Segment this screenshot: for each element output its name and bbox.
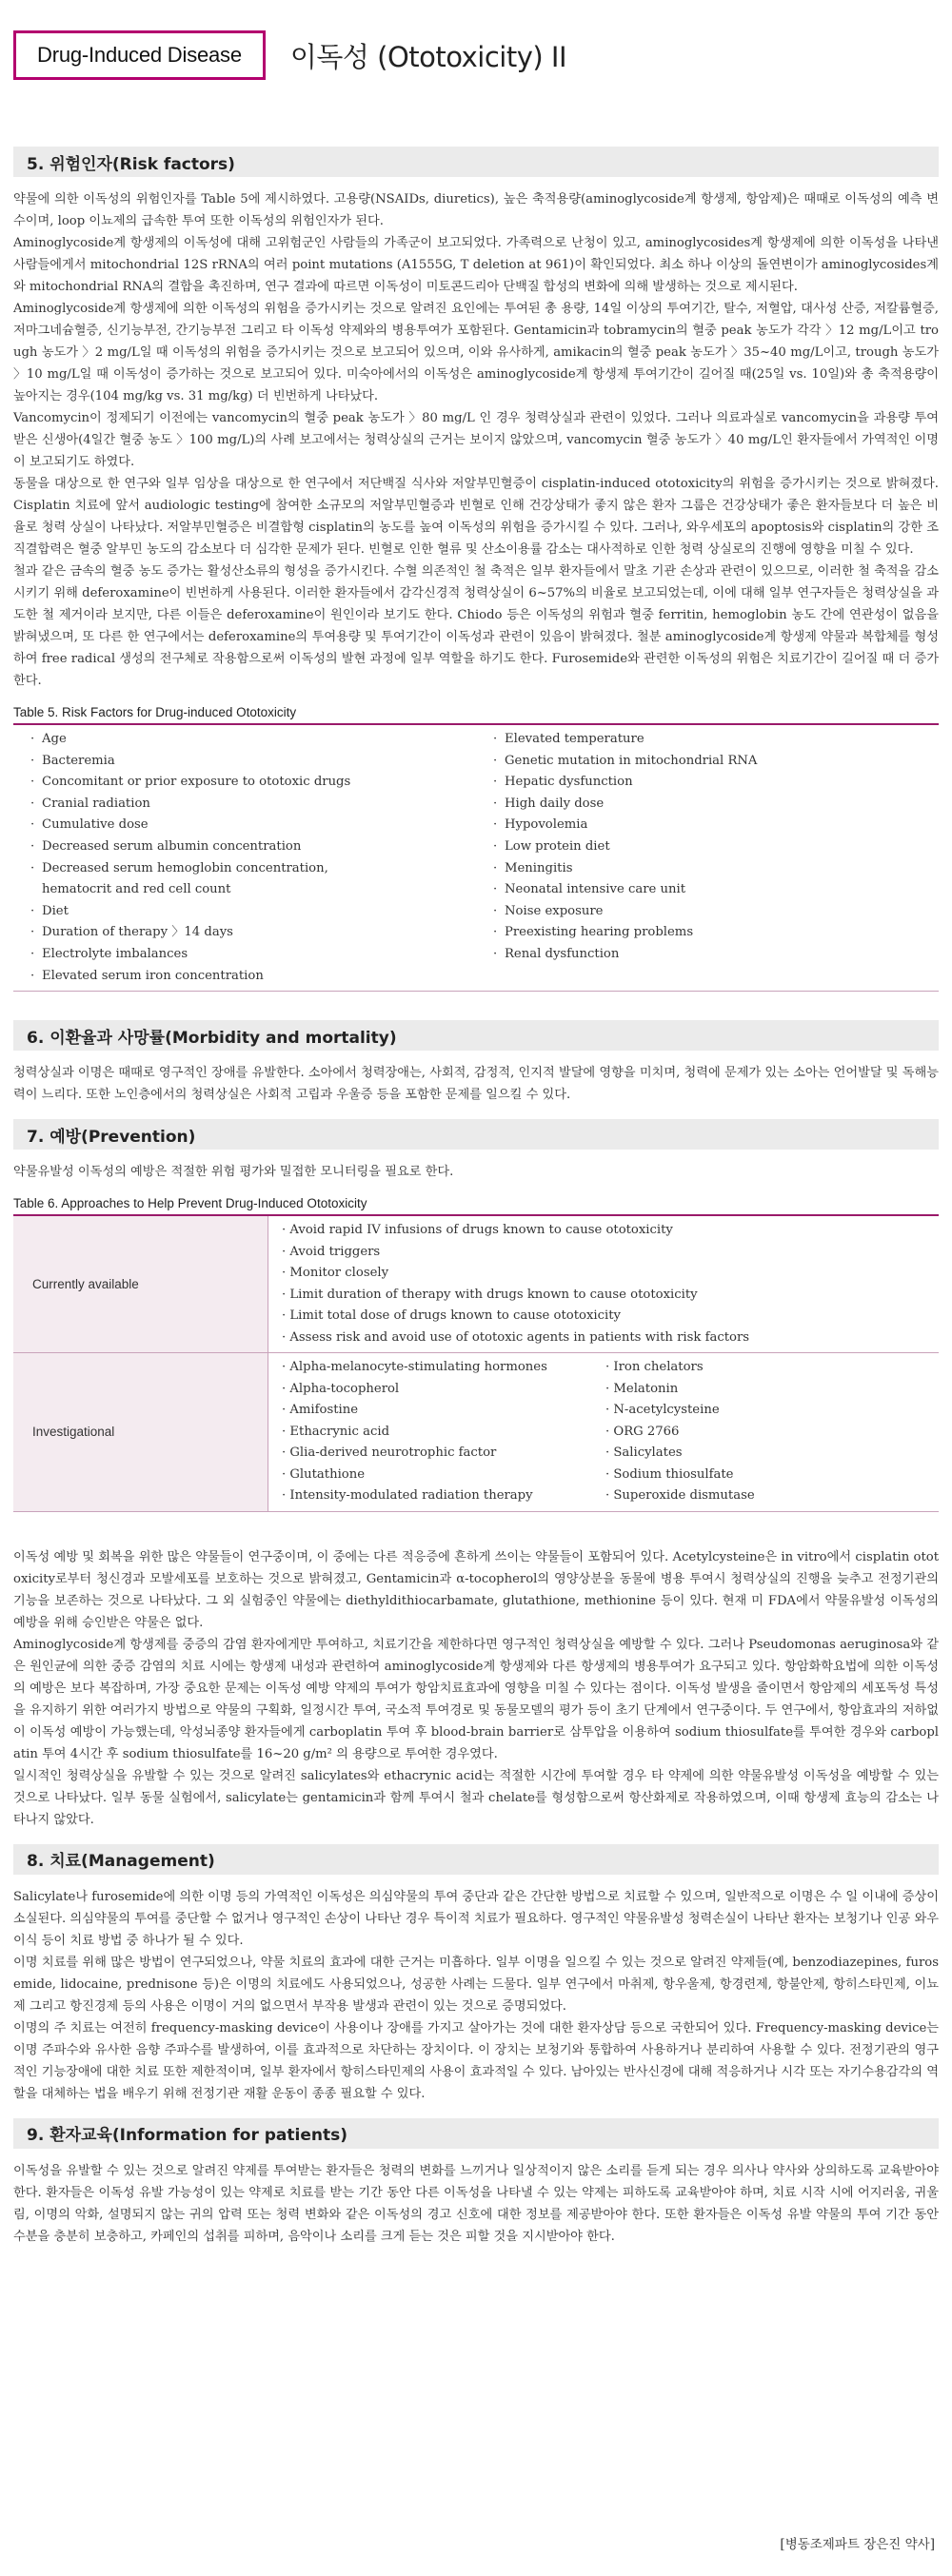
paragraph: Vancomycin이 정제되기 이전에는 vancomycin의 혈중 peak 농도가 〉80 mg/L 인 경우 청력상실과 관련이 있었다. 그러나 의료과실로 vancomycin을 과용량 투여받은 신생아(4일간 혈중 농도 〉100 mg/L)의 사례 보고에서는 청력상실의 근거는 보이지 않았으며, vancomycin 혈중 농도가 〉40 mg/L인 환자들에서 가역적인 이명이 보고되기도 하였다. [13, 411, 939, 469]
table-cell: · Noise exposure [493, 903, 604, 918]
table-cell: · Neonatal intensive care unit [493, 882, 686, 897]
section-morbidity-body [13, 1062, 939, 1106]
table-cell: · Elevated temperature [493, 732, 645, 746]
table-cell: · Avoid rapid IV infusions of drugs known to cause ototoxicity [282, 1223, 673, 1238]
table-cell: · Alpha-melanocyte-stimulating hormones [282, 1360, 547, 1375]
table-cell: · Avoid triggers [282, 1244, 381, 1259]
page-title: 이독성 (Ototoxicity) II [289, 40, 567, 73]
paragraph: Aminoglycoside계 항생제의 이독성에 대해 고위험군인 사람들의 가족군이 보고되었다. 가족력으로 난청이 있고, aminoglycosides계 항생제에 의한 이독성을 나타낸 사람들에게서 mitochondrial 12S rRNA의 여러 point mutations (A1555G, T deletion at 961)이 확인되었다. 최소 하나 이상의 돌연변이가 aminoglycosides계와 mitochondrial RNA의 결합을 촉진하며, 연구 결과에 따르면 이독성이 미토콘드리아 단백질 합성의 변화에 의해 발생하는 것으로 제시된다. [13, 236, 939, 294]
table-cell: · Ethacrynic acid [282, 1424, 390, 1439]
table-cell: · Hypovolemia [493, 817, 588, 833]
table-cell: · Melatonin [605, 1381, 679, 1396]
table-cell: · Glia-derived neurotrophic factor [282, 1445, 497, 1461]
table-cell: · Cumulative dose [30, 817, 149, 833]
table-cell: · Cranial radiation [30, 796, 150, 811]
table-cell: · Salicylates [605, 1445, 683, 1461]
table-cell: · Age [30, 732, 67, 746]
section-management-title: 8. 치료(Management) [13, 1844, 939, 1875]
table-row [13, 1353, 939, 1512]
paragraph: 이명의 주 치료는 여전히 frequency-masking device이 사용이나 장애를 가지고 살아가는 것에 대한 환자상담 등으로 국한되어 있다. Frequency-masking device는 이명 주파수와 유사한 음향 주파수를 발생하여, 이를 효과적으로 차단하는 장치이다. 이 장치는 보청기와 통합하여 사용하거나 분리하여 사용할 수 있다. 전정기관의 영구적인 기능장애에 대한 치료 또한 제한적이며, 일부 환자에서 항히스타민제의 사용이 효과적일 수 있다. 남아있는 반사신경에 대해 적응하거나 시각 또는 자기수용감각의 역할을 대체하는 법을 배우기 위해 전정기관 재활 운동이 종종 필요할 수 있다. [13, 2020, 939, 2101]
table-cell: · Limit duration of therapy with drugs known to cause ototoxicity [282, 1287, 698, 1302]
section-prevention-title: 7. 예방(Prevention) [13, 1119, 939, 1150]
table-cell: · Preexisting hearing problems [493, 925, 694, 940]
table-cell: · High daily dose [493, 796, 605, 811]
table-cell: · N-acetylcysteine [605, 1403, 720, 1418]
paragraph: Aminoglycoside계 항생제를 중증의 감염 환자에게만 투여하고, 치료기간을 제한하다면 영구적인 청력상실을 예방할 수 있다. 그러나 Pseudomonas aeruginosa와 같은 원인균에 의한 중증 감염의 치료 시에는 항생제 내성과 관련하여 aminoglycoside계 항생제와 다른 항생제의 병용투여가 요구되고 있다. 항암화학요법에 의한 이독성의 예방은 보다 복잡하며, 가장 중요한 문제는 이독성 예방 약제의 투여가 항암치료효과에 영향을 미칠 수 있다는 점이다. 이독성 발생을 줄이면서 항암제의 세포독성 특성을 유지하기 위한 여러가지 방법으로 약물의 구획화, 일정시간 투여, 국소적 투여경로 및 동물모델의 평가 등이 초기 단계에서 연구중이다. 두 연구에서, 항암효과의 저하없이 이독성 예방이 가능했는데, 악성뇌종양 환자들에게 carboplatin 투여 후 blood-brain barrier로 삼투압을 이용하여 sodium thiosulfate를 투여한 경우와 carboplatin 투여 4시간 후 sodium thiosulfate를 16~20 g/m² 의 용량으로 투여한 경우였다. [13, 1637, 939, 1761]
table-cell: · Meningitis [493, 860, 573, 875]
table-cell: · Superoxide dismutase [605, 1488, 755, 1504]
row-label: Investigational [13, 1353, 268, 1511]
section-education-body [13, 2160, 939, 2248]
paragraph: Salicylate나 furosemide에 의한 이명 등의 가역적인 이독성은 의심약물의 투여 중단과 같은 간단한 방법으로 치료할 수 있으며, 일반적으로 이명은 수 일 이내에 증상이 소실된다. 의심약물의 투여를 중단할 수 없거나 영구적인 손상이 나타난 경우 특이적 치료가 필요하다. 영구적인 약물유발성 청력손실이 나타난 환자는 보청기나 인공 와우 이식 등이 치료 방법 중 하나가 될 수 있다. [13, 1889, 939, 1948]
paragraph: 이독성을 유발할 수 있는 것으로 알려진 약제를 투여받는 환자들은 청력의 변화를 느끼거나 일상적이지 않은 소리를 듣게 되는 경우 의사나 약사와 상의하도록 교육받아야 한다. 환자들은 이독성 유발 가능성이 있는 약제로 치료를 받는 기간 동안 다른 이독성을 나타낼 수 있는 약제는 피하도록 교육받아야 하며, 치료 시작 시에 어지러움, 귀울림, 이명의 악화, 설명되지 않는 귀의 압력 또는 청력 변화와 같은 이독성의 경고 신호에 대한 정보를 제공받아야 한다. 또한 환자들은 이독성 유발 약물의 투여 기간 동안 수분을 충분히 보충하고, 카페인의 섭취를 피하며, 음악이나 소리를 크게 듣는 것은 피할 것을 지시받아야 한다. [13, 2163, 939, 2244]
table6-title: Table 6. Approaches to Help Prevent Drug-Induced Ototoxicity [13, 1196, 939, 1216]
author-byline: [병동조제파트 장은진 약사] [780, 2537, 935, 2552]
row-label: Currently available [13, 1216, 268, 1352]
section-management-body [13, 1886, 939, 2105]
table-cell: · Hepatic dysfunction [493, 775, 633, 790]
section-prevention-intro [13, 1161, 939, 1183]
paragraph: 청력상실과 이명은 때때로 영구적인 장애를 유발한다. 소아에서 청력장애는, 사회적, 감정적, 인지적 발달에 영향을 미치며, 청력에 문제가 있는 소아는 언어발달 및 독해능력이 느리다. 또한 노인층에서의 청력상실은 사회적 고립과 우울증 등을 포함한 문제를 일으킬 수 있다. [13, 1066, 939, 1103]
section-risk-title: 5. 위험인자(Risk factors) [13, 147, 939, 177]
paragraph: 일시적인 청력상실을 유발할 수 있는 것으로 알려진 salicylates와 ethacrynic acid는 적절한 시간에 투여할 경우 타 약제에 의한 약물유발성 이독성을 예방할 수 있는 것으로 나타났다. 일부 동물 실험에서, salicylate는 gentamicin과 함께 투여시 철과 chelate를 형성함으로써 항산화제로 작용하였으며, 이때 항생제 효능의 감소는 나타나지 않았다. [13, 1768, 939, 1827]
section-education-title: 9. 환자교육(Information for patients) [13, 2118, 939, 2149]
table6 [13, 1216, 939, 1512]
table-cell: · Genetic mutation in mitochondrial RNA [493, 753, 758, 768]
table-cell: · Decreased serum albumin concentration [30, 838, 302, 854]
table-cell: · Amifostine [282, 1403, 359, 1418]
section-risk-body [13, 188, 939, 692]
table-cell: · Assess risk and avoid use of ototoxic agents in patients with risk factors [282, 1329, 750, 1345]
paragraph: 이명 치료를 위해 많은 방법이 연구되었으나, 약물 치료의 효과에 대한 근거는 미흡하다. 일부 이명을 일으킬 수 있는 것으로 알려진 약제들(예, benzodiazepines, furosemide, lidocaine, prednisone 등)은 이명의 치료에도 사용되었으나, 성공한 사례는 드물다. 일부 연구에서 마취제, 항우울제, 항경련제, 항불안제, 항히스타민제, 이뇨제 그리고 항진경제 등의 사용은 이명이 거의 없으면서 부작용 발생과 관련이 있는 것으로 증명되었다. [13, 1955, 939, 2014]
section-prevention-body [13, 1546, 939, 1831]
table5-left-column [13, 729, 476, 987]
table-cell: · Glutathione [282, 1466, 366, 1482]
table-cell: · Renal dysfunction [493, 946, 620, 961]
table-cell: · Alpha-tocopherol [282, 1381, 400, 1396]
table5-right-column [476, 729, 939, 987]
section-morbidity-title: 6. 이환율과 사망률(Morbidity and mortality) [13, 1020, 939, 1051]
category-badge: Drug-Induced Disease [13, 30, 266, 80]
table-cell: · Concomitant or prior exposure to ototoxic drugs [30, 775, 351, 790]
paragraph: Aminoglycoside계 항생제에 의한 이독성의 위험을 증가시키는 것으로 알려진 요인에는 투여된 총 용량, 14일 이상의 투여기간, 탈수, 저혈압, 대사성 산증, 저칼륨혈증, 저마그네슘혈증, 신기능부전, 간기능부전 그리고 타 이독성 약제와의 병용투여가 포함된다. Gentamicin과 tobramycin의 혈중 peak 농도가 각각 〉12 mg/L이고 trough 농도가 〉2 mg/L일 때 이독성의 위험을 증가시키는 것으로 보고되어 있으며, 이와 유사하게, amikacin의 혈중 peak 농도가 〉35~40 mg/L이고, trough 농도가 〉10 mg/L일 때 이독성이 증가하는 것으로 보고되어 있다. 미숙아에서의 이독성은 aminoglycoside계 항생제 투여기간이 길어질 때(25일 vs. 10일)와 총 축적용량이 높아지는 경우(104 mg/kg vs. 31 mg/kg) 더 빈번하게 나타났다. [13, 302, 939, 403]
table-cell: · Bacteremia [30, 753, 115, 768]
header [13, 27, 939, 84]
table-cell: · ORG 2766 [605, 1424, 680, 1439]
table-cell: · Elevated serum iron concentration [30, 968, 264, 983]
table-cell: · Electrolyte imbalances [30, 946, 188, 961]
table-cell: · Monitor closely [282, 1266, 389, 1281]
table-cell: · Iron chelators [605, 1360, 704, 1375]
table-cell: · Low protein diet [493, 838, 610, 854]
table-cell: · Sodium thiosulfate [605, 1466, 734, 1482]
paragraph: 철과 같은 금속의 혈중 농도 증가는 활성산소류의 형성을 증가시킨다. 수혈 의존적인 철 축적은 일부 환자들에서 말초 기관 손상과 관련이 있으므로, 이러한 철 축적을 감소시키기 위해 deferoxamine이 빈번하게 사용된다. 이러한 환자들에서 감각신경적 청력상실이 6~57%의 비율로 보고되었는데, 이에 대해 일부 연구자들은 청력상실을 과도한 철 제거이라 보지만, 다른 이들은 deferoxamine이 원인이라 보기도 한다. Chiodo 등은 이독성의 위험과 혈중 ferritin, hemoglobin 농도 간에 연관성이 없음을 밝혀냈으며, 또 다른 한 연구에서는 deferoxamine의 투여용량 및 투여기간이 이독성과 관련이 있음이 밝혀졌다. 철분 aminoglycoside계 항생제 약물과 복합체를 형성하여 free radical 생성의 전구체로 작용함으로써 이독성의 발현 과정에 일부 역할을 하기도 한다. Furosemide와 관련한 이독성의 위험은 치료기간이 길어질 때 더 증가한다. [13, 564, 939, 688]
table-cell: · Diet [30, 903, 69, 918]
table-cell: · Intensity-modulated radiation therapy [282, 1488, 533, 1504]
table-cell: hematocrit and red cell count [42, 882, 231, 897]
table-cell: · Decreased serum hemoglobin concentration, [30, 860, 328, 875]
paragraph: 이독성 예방 및 회복을 위한 많은 약물들이 연구중이며, 이 중에는 다른 적응증에 흔하게 쓰이는 약물들이 포함되어 있다. Acetylcysteine은 in vitro에서 cisplatin ototoxicity로부터 청신경과 모발세포를 보호하는 것으로 밝혀졌고, Gentamicin과 α-tocopherol의 영양상분을 동물에 병용 투여시 청력상실의 진행을 늦추고 전정기관의 기능을 보존하는 것으로 나타났다. 그 외 실험중인 약물에는 diethyldithiocarbamate, glutathione, methionine 등이 있다. 현재 미 FDA에서 약물유발성 이독성의 예방을 위해 승인받은 약물은 없다. [13, 1549, 939, 1630]
paragraph: 동물을 대상으로 한 연구와 일부 임상을 대상으로 한 연구에서 저단백질 식사와 저알부민혈증이 cisplatin-induced ototoxicity의 위험을 증가시키는 것으로 밝혀졌다. Cisplatin 치료에 앞서 audiologic testing에 참여한 소규모의 저알부민혈증과 빈혈로 인해 건강상태가 좋지 않은 환자 그룹은 건강상태가 좋은 환자들보다 더 높은 비율로 청력 상실이 나타났다. 저알부민혈증은 비결합형 cisplatin의 농도를 높여 이독성의 위험을 증가시킬 수 있다. 그러나, 와우세포의 apoptosis와 cisplatin의 강한 조직결합력은 혈중 알부민 농도의 감소보다 더 심각한 문제가 된다. 빈혈로 인한 혈류 및 산소이용률 감소는 대사적하로 인한 청력 상실로의 진행에 영향을 미칠 수 있다. [13, 477, 939, 557]
paragraph: 약물에 의한 이독성의 위험인자를 Table 5에 제시하였다. 고용량(NSAIDs, diuretics), 높은 축적용량(aminoglycoside계 항생제, 항암제)은 때때로 이독성의 예측 변수이며, loop 이뇨제의 급속한 투여 또한 이독성의 위험인자가 된다. [13, 192, 939, 228]
table-cell: · Limit total dose of drugs known to cause ototoxicity [282, 1308, 621, 1324]
paragraph: 약물유발성 이독성의 예방은 적절한 위험 평가와 밀접한 모니터링을 필요로 한다. [13, 1165, 454, 1180]
table5-title: Table 5. Risk Factors for Drug-induced Ototoxicity [13, 705, 939, 725]
table5 [13, 725, 939, 992]
table-row [13, 1216, 939, 1353]
table-cell: · Duration of therapy 〉14 days [30, 925, 233, 940]
